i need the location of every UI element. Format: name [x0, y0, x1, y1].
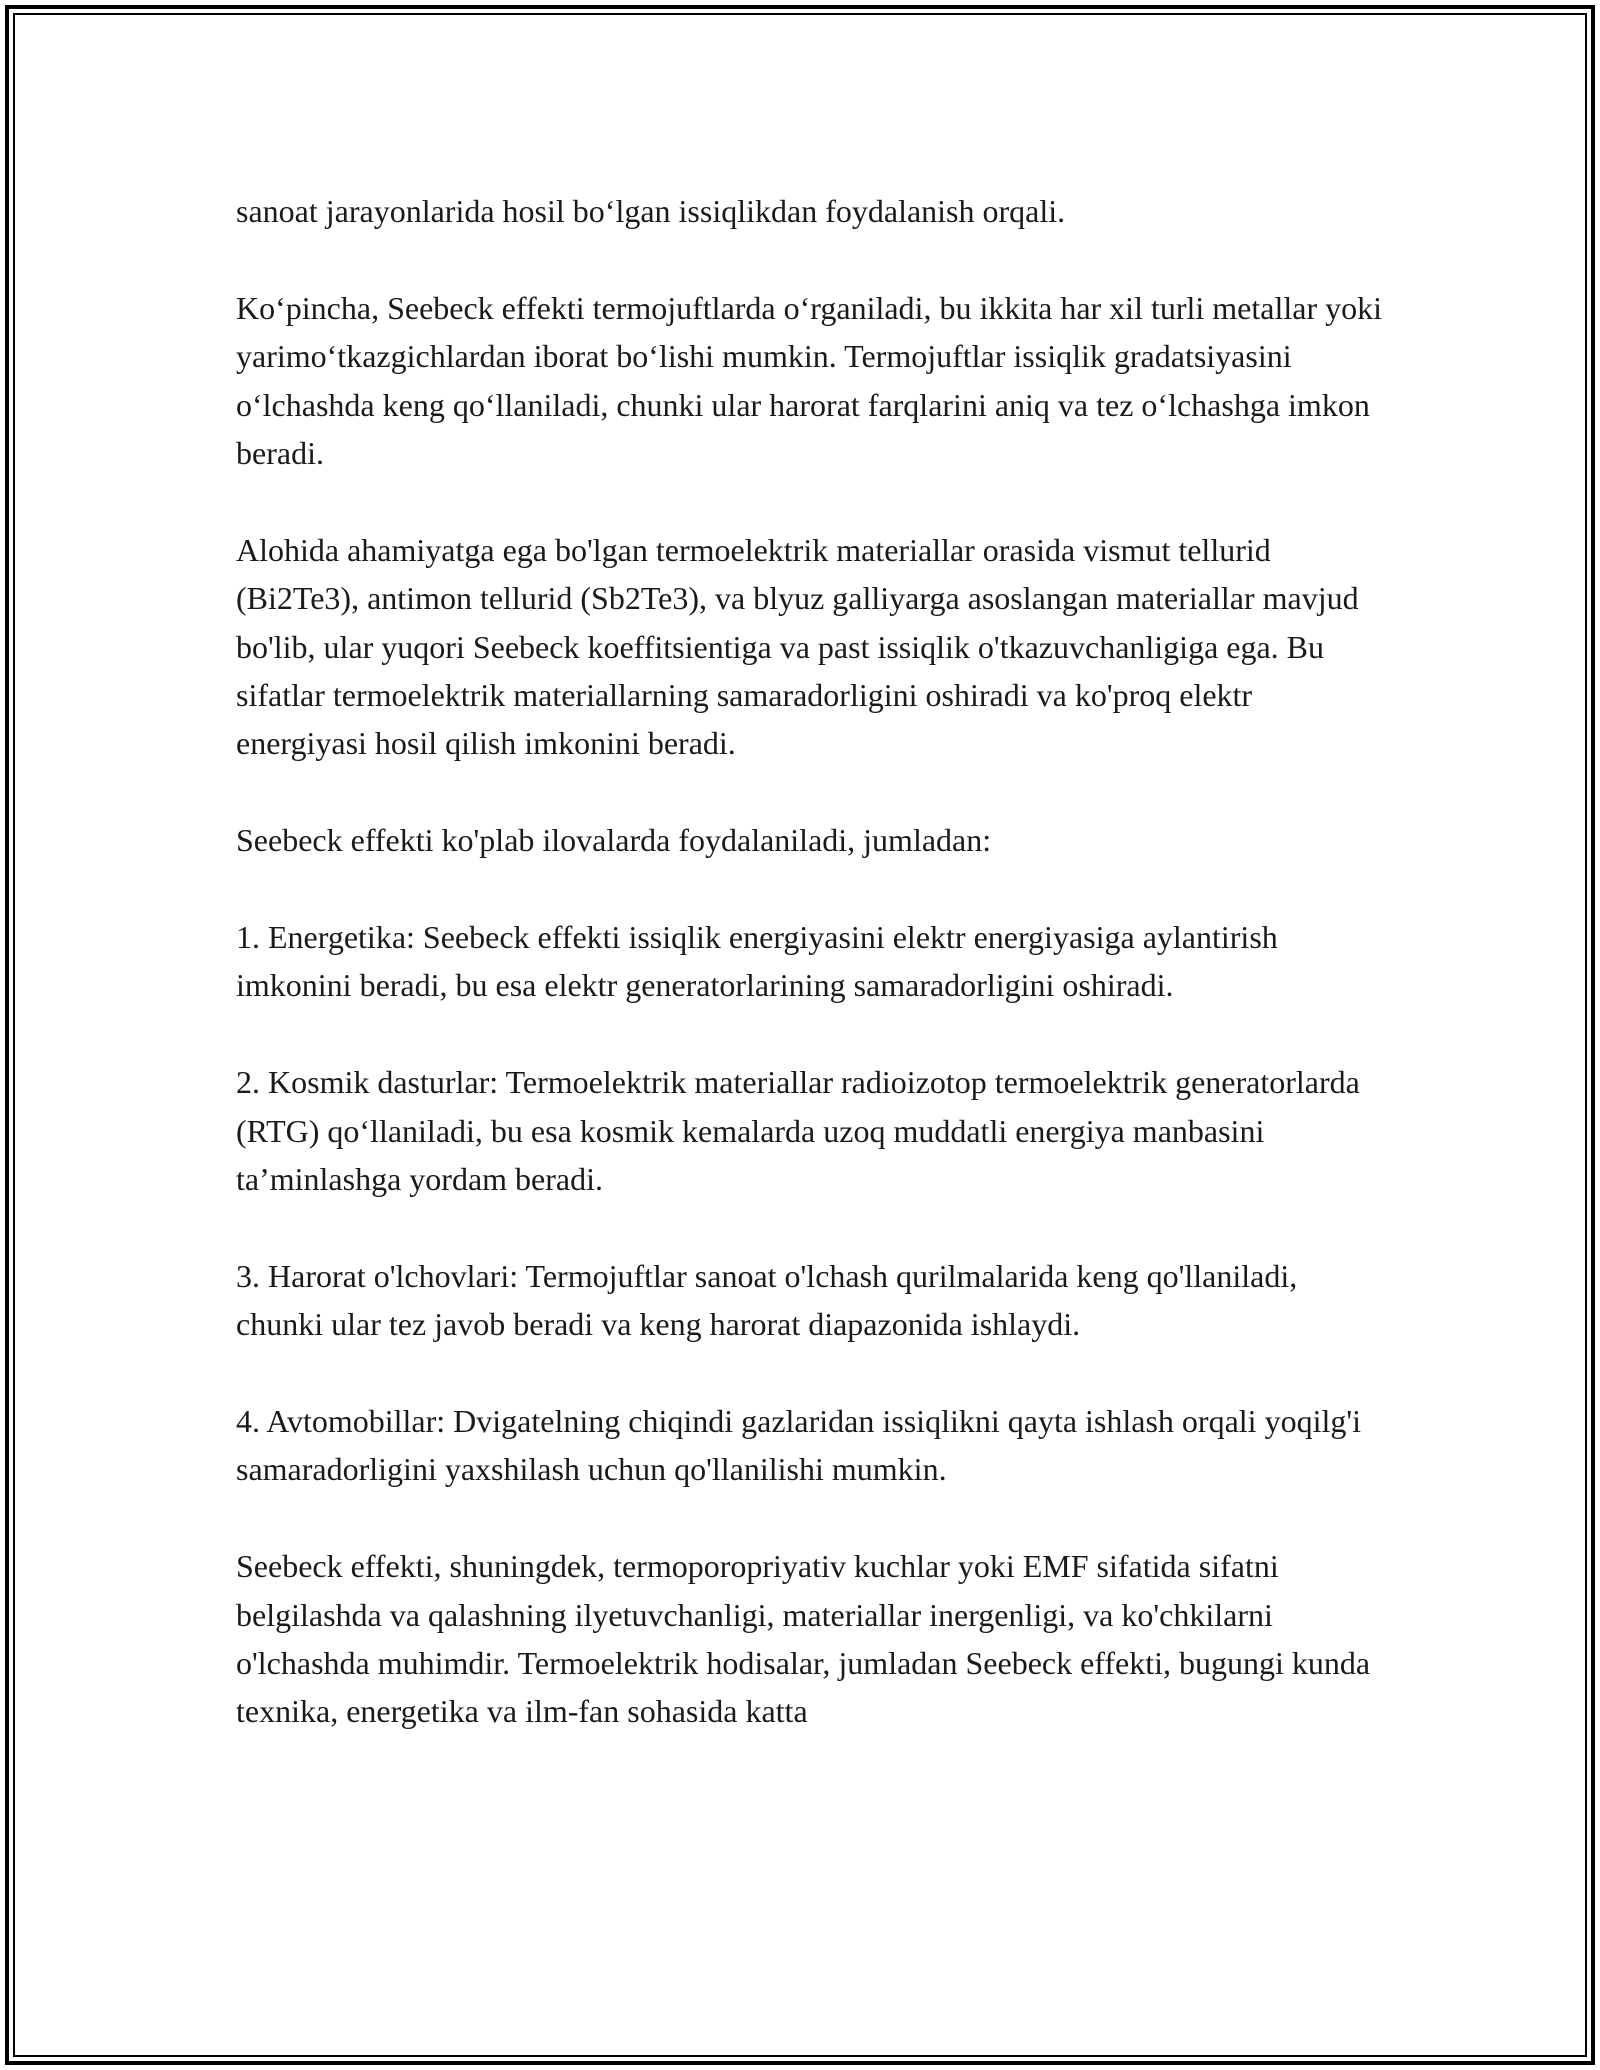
list-item-temperature-measurement: 3. Harorat o'lchovlari: Termojuftlar sanoat o'lchash qurilmalarida keng qo'llaniladi, chunki ular tez javob beradi va keng harorat diapazonida ishlaydi.: [236, 1257, 1298, 1343]
paragraph-thermocouples: Ko‘pincha, Seebeck effekti termojuftlarda o‘rganiladi, bu ikkita har xil turli metallar yoki yarimo‘tkazgichlardan iborat bo‘lishi mumkin. Termojuftlar issiqlik gradatsiyasini o‘lchashda keng qo‘llaniladi, chunki ular harorat farqlarini aniq va tez o‘lchashga imkon beradi.: [236, 289, 1382, 472]
document-body: [236, 187, 1386, 1736]
paragraph-applications-intro: Seebeck effekti ko'plab ilovalarda foydalaniladi, jumladan:: [236, 822, 992, 859]
paragraph-intro-continuation: sanoat jarayonlarida hosil bo‘lgan issiqlikdan foydalanish orqali.: [236, 193, 1066, 229]
paragraph-conclusion: Seebeck effekti, shuningdek, termoporopriyativ kuchlar yoki EMF sifatida sifatni belgilashda va qalashning ilyetuvchanligi, materiallar inergenligi, va ko'chkilarni o'lchashda muhimdir. Termoelektrik hodisalar, jumladan Seebeck effekti, bugungi kunda texnika, energetika va ilm-fan sohasida katta: [236, 1548, 1371, 1730]
list-item-automobiles: 4. Avtomobillar: Dvigatelning chiqindi gazlaridan issiqlikni qayta ishlash orqali yoqilg'i samaradorligini yaxshilash uchun qo'llanilishi mumkin.: [236, 1403, 1361, 1488]
list-item-energetics: 1. Energetika: Seebeck effekti issiqlik energiyasini elektr energiyasiga aylantirish imkonini beradi, bu esa elektr generatorlarining samaradorligini oshiradi.: [236, 919, 1278, 1004]
paragraph-materials: Alohida ahamiyatga ega bo'lgan termoelektrik materiallar orasida vismut tellurid (Bi2Te3), antimon tellurid (Sb2Te3), va blyuz galliyarga asoslangan materiallar mavjud bo'lib, ular yuqori Seebeck koeffitsientiga va past issiqlik o'tkazuvchanligiga ega. Bu sifatlar termoelektrik materiallarning samaradorligini oshiradi va ko'proq elektr energiyasi hosil qilish imkonini beradi.: [236, 531, 1359, 762]
list-item-space-programs: 2. Kosmik dasturlar: Termoelektrik materiallar radioizotop termoelektrik generatorlarda (RTG) qo‘llaniladi, bu esa kosmik kemalarda uzoq muddatli energiya manbasini ta’minlashga yordam beradi.: [236, 1064, 1360, 1198]
